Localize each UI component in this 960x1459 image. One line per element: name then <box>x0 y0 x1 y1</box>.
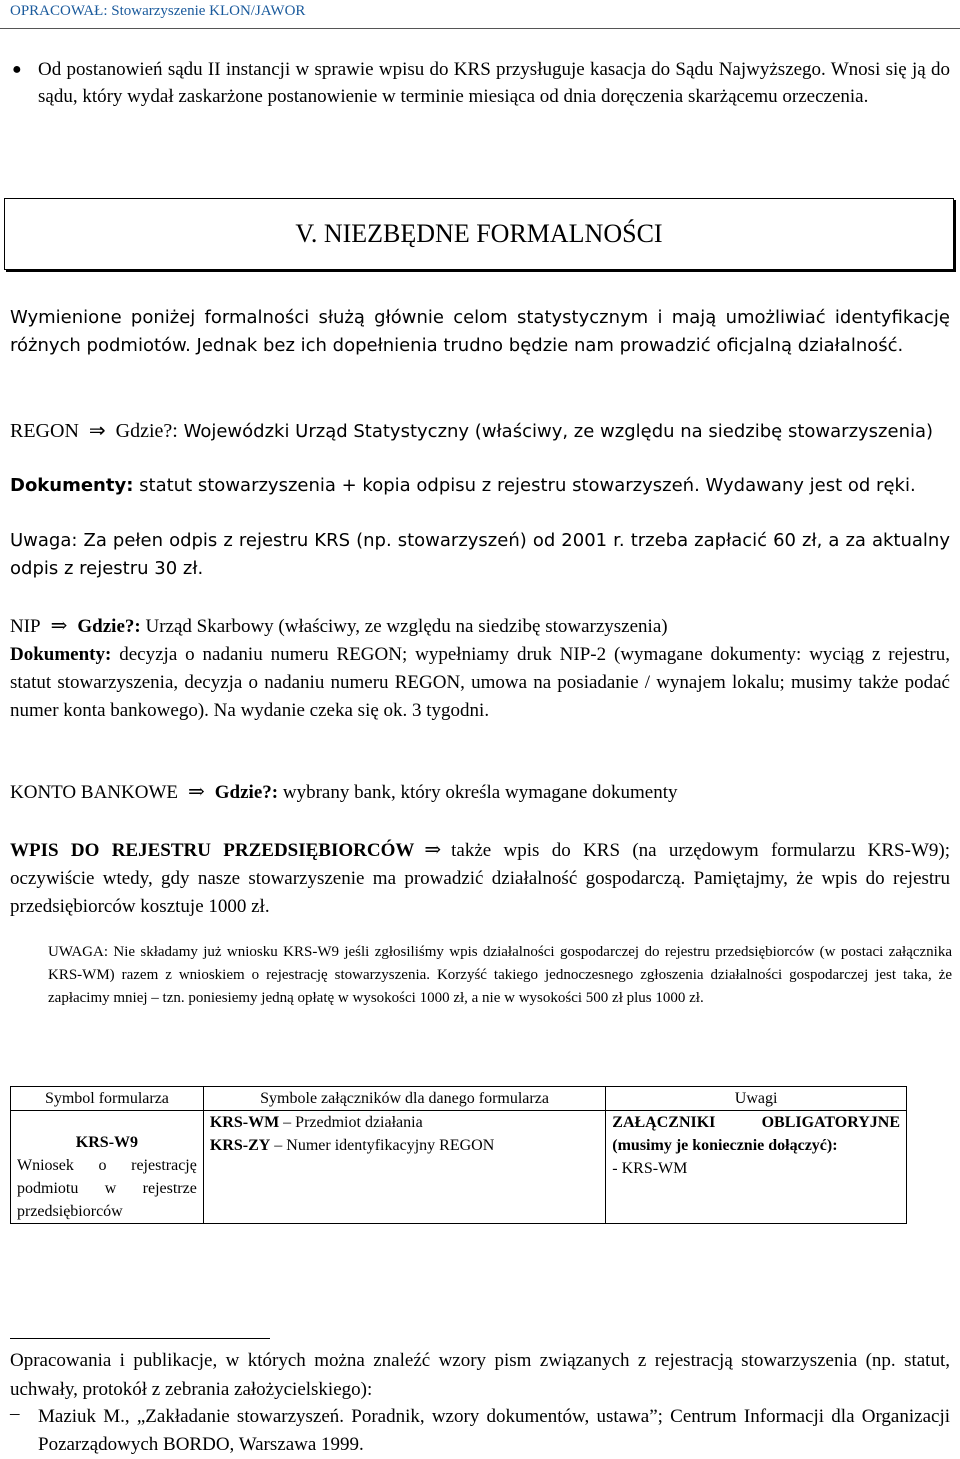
regon-docs-line <box>10 472 950 499</box>
regon-where: Wojewódzki Urząd Statystyczny (właściwy, ze względu na siedzibę stowarzyszenia) <box>183 421 934 442</box>
table-row <box>11 1111 907 1224</box>
remarks-cell <box>606 1111 907 1224</box>
register-block <box>10 836 950 921</box>
register-text: także wpis do KRS (na urzędowym formularzu KRS-W9); oczywiście wtedy, gdy nasze stowarzyszenie ma prowadzić działalność gospodarczą. Pamiętajmy, że wpis do rejestru przedsiębiorców kosztuje 1000 zł. <box>10 840 950 917</box>
regon-note: Uwaga: Za pełen odpis z rejestru KRS (np. stowarzyszeń) od 2001 r. trzeba zapłacić 60 zł, a za aktualny odpis z rejestru 30 zł. <box>10 530 950 579</box>
header-divider <box>0 28 960 29</box>
nip-docs: decyzja o nadaniu numeru REGON; wypełniamy druk NIP-2 (wymagane dokumenty: wyciąg z rejestru, statut stowarzyszenia, decyzja o nadaniu numeru REGON, umowa na posiadanie / wynajem lokalu; musimy także podać numer konta bankowego). Na wydanie czeka się ok. 3 tygodni. <box>10 644 951 721</box>
footer-dash: – <box>10 1403 20 1424</box>
table-header-row <box>11 1087 907 1111</box>
regon-block <box>10 416 950 446</box>
footer-divider <box>10 1338 270 1339</box>
symbol-cell <box>11 1111 204 1224</box>
remarks-item: - KRS-WM <box>612 1160 688 1177</box>
intro-bullet-text: Od postanowień sądu II instancji w sprawie wpisu do KRS przysługuje kasacja do Sądu Najwyższego. Wnosi się ją do sądu, który wydał zaskarżone postanowienie w terminie miesiąca od dnia doręczenia skarżącemu orzeczenia. <box>38 59 950 107</box>
nip-block <box>10 612 950 725</box>
table-header: Symbol formularza <box>11 1087 204 1111</box>
section-intro: Wymienione poniżej formalności służą głównie celom statystycznym i mają umożliwiać identyfikację różnych podmiotów. Jednak bez ich dopełnienia trudno będzie nam prowadzić oficjalną działalność. <box>10 307 950 356</box>
nip-label: NIP <box>10 616 41 637</box>
forms-table <box>10 1086 907 1224</box>
footer-reference: Maziuk M., „Zakładanie stowarzyszeń. Poradnik, wzory dokumentów, ustawa”; Centrum Informacji dla Organizacji Pozarządowych BORDO, Warszawa 1999. <box>38 1406 950 1455</box>
warning-note: UWAGA: Nie składamy już wniosku KRS-W9 jeśli zgłosiliśmy wpis działalności gospodarczej do rejestru przedsiębiorców (w postaci załącznika KRS-WM) razem z wnioskiem o rejestrację stowarzyszenia. Korzyść takiego jednoczesnego zgłoszenia działalności gospodarczej jest taka, że zapłacimy mniej – tzn. poniesiemy jedną opłatę w wysokości 1000 zł, a nie w wysokości 500 zł plus 1000 zł. <box>48 944 952 1006</box>
register-label: WPIS DO REJESTRU PRZEDSIĘBIORCÓW <box>10 840 415 861</box>
regon-docs: statut stowarzyszenia + kopia odpisu z rejestru stowarzyszeń. Wydawany jest od ręki. <box>139 475 916 496</box>
attachment-code: KRS-ZY <box>209 1137 271 1154</box>
intro-bullet <box>10 56 950 110</box>
table-header: Uwagi <box>606 1087 907 1111</box>
nip-docs-label: Dokumenty: <box>10 644 112 665</box>
attachment-code: KRS-WM <box>209 1114 280 1131</box>
footer-intro: Opracowania i publikacje, w których można znaleźć wzory pism związanych z rejestracją stowarzyszenia (np. statut, uchwały, protokół z zebrania założycielskiego): <box>10 1350 950 1400</box>
section-title: V. NIEZBĘDNE FORMALNOŚCI <box>4 198 954 270</box>
nip-where: Urząd Skarbowy (właściwy, ze względu na siedzibę stowarzyszenia) <box>145 616 668 637</box>
bank-where: wybrany bank, który określa wymagane dokumenty <box>282 782 678 803</box>
symbol-code: KRS-W9 <box>75 1134 139 1151</box>
bank-where-label: Gdzie?: <box>214 782 279 803</box>
header-title: OPRACOWAŁ: Stowarzyszenie KLON/JAWOR <box>10 3 306 19</box>
regon-label: REGON <box>10 420 79 442</box>
arrow-right-icon: ⇒ <box>188 781 205 803</box>
arrow-right-icon: ⇒ <box>424 839 442 861</box>
regon-docs-label: Dokumenty: <box>10 475 134 496</box>
regon-where-label: Gdzie?: <box>115 420 178 442</box>
arrow-right-icon: ⇒ <box>88 418 106 442</box>
symbol-desc: Wniosek o rejestrację podmiotu w rejestrze przedsiębiorców <box>17 1157 197 1220</box>
nip-where-label: Gdzie?: <box>77 616 141 637</box>
attachment-desc: – Numer identyfikacyjny REGON <box>274 1137 495 1154</box>
bank-block <box>10 779 950 806</box>
arrow-right-icon: ⇒ <box>50 615 68 637</box>
attachment-desc: – Przedmiot działania <box>283 1114 423 1131</box>
bank-label: KONTO BANKOWE <box>10 782 178 803</box>
table-header: Symbole załączników dla danego formularza <box>203 1087 605 1111</box>
bullet-icon: ● <box>12 61 22 78</box>
remarks-bold: ZAŁĄCZNIKI OBLIGATORYJNE (musimy je koniecznie dołączyć): <box>612 1114 900 1154</box>
attachments-cell <box>203 1111 605 1224</box>
